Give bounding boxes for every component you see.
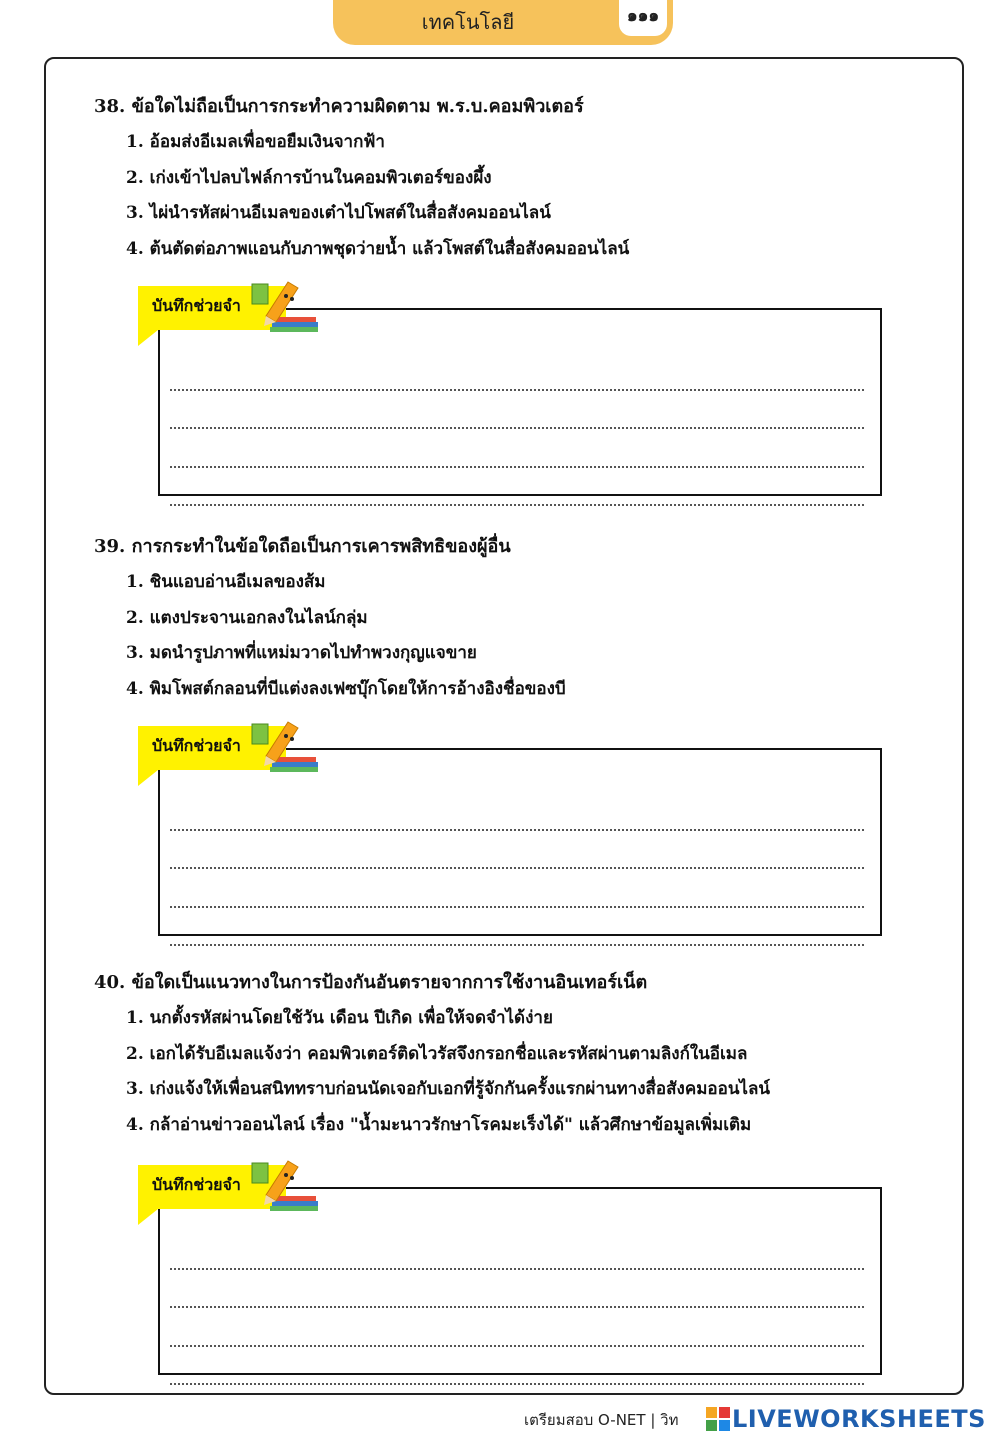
memo-line <box>170 1231 864 1270</box>
footer <box>524 1403 994 1433</box>
choice-2[interactable]: 2. เอกได้รับอีเมลแจ้งว่า คอมพิวเตอร์ติดไวรัสจึงกรอกชื่อและรหัสผ่านตามลิงก์ในอีเมล <box>126 1043 748 1064</box>
memo-tab-fold <box>138 330 158 346</box>
pencil-books-icon <box>244 276 320 334</box>
memo-line <box>170 352 864 391</box>
memo-writing-area[interactable] <box>158 1187 882 1375</box>
header-title: เทคโนโลยี <box>421 10 515 34</box>
memo-label: บันทึกช่วยจำ <box>152 296 241 315</box>
choice-3[interactable]: 3. ไผ่นำรหัสผ่านอีเมลของเต๋าไปโพสต์ในสื่อสังคมออนไลน์ <box>126 203 551 223</box>
question-39 <box>94 529 964 707</box>
choice-2[interactable]: 2. เก่งเข้าไปลบไฟล์การบ้านในคอมพิวเตอร์ของผึ้ง <box>126 167 492 188</box>
footer-text: เตรียมสอบ O-NET | วิท <box>524 1411 679 1429</box>
choice-4[interactable]: 4. พิมโพสต์กลอนที่บีแต่งลงเฟซบุ๊กโดยให้การอ้างอิงชื่อของบี <box>126 678 566 699</box>
memo-box-38 <box>138 276 886 501</box>
question-title: 40. ข้อใดเป็นแนวทางในการป้องกันอันตรายจากการใช้งานอินเทอร์เน็ต <box>94 972 648 993</box>
page-number: ๑๑๑ <box>619 0 667 36</box>
choice-1[interactable]: 1. ชินแอบอ่านอีเมลของส้ม <box>126 572 326 592</box>
memo-line <box>170 1308 864 1347</box>
memo-line <box>170 1347 864 1386</box>
choice-3[interactable]: 3. เก่งแจ้งให้เพื่อนสนิททราบก่อนนัดเจอกับเอกที่รู้จักกันครั้งแรกผ่านทางสื่อสังคมออนไลน์ <box>126 1079 771 1099</box>
memo-line <box>170 429 864 468</box>
pencil-books-icon <box>244 716 320 774</box>
memo-tab-fold <box>138 1209 158 1225</box>
memo-line <box>170 391 864 430</box>
memo-line <box>170 869 864 908</box>
question-40 <box>94 965 964 1143</box>
choice-3[interactable]: 3. มดนำรูปภาพที่แหม่มวาดไปทำพวงกุญแจขาย <box>126 643 477 663</box>
memo-label: บันทึกช่วยจำ <box>152 1175 241 1194</box>
memo-line <box>170 468 864 507</box>
choice-4[interactable]: 4. กล้าอ่านข่าวออนไลน์ เรื่อง "น้ำมะนาวรักษาโรคมะเร็งได้" แล้วศึกษาข้อมูลเพิ่มเติม <box>126 1114 752 1135</box>
memo-line <box>170 1270 864 1309</box>
question-title: 38. ข้อใดไม่ถือเป็นการกระทำความผิดตาม พ.ร.บ.คอมพิวเตอร์ <box>94 96 584 117</box>
choice-1[interactable]: 1. อ้อมส่งอีเมลเพื่อขอยืมเงินจากฟ้า <box>126 132 385 152</box>
memo-line <box>170 792 864 831</box>
memo-line <box>170 831 864 870</box>
liveworksheets-brand[interactable]: LIVEWORKSHEETS <box>732 1405 986 1433</box>
pencil-books-icon <box>244 1155 320 1213</box>
memo-label: บันทึกช่วยจำ <box>152 736 241 755</box>
choice-1[interactable]: 1. นกตั้งรหัสผ่านโดยใช้วัน เดือน ปีเกิด เพื่อให้จดจำได้ง่าย <box>126 1008 553 1028</box>
memo-box-40 <box>138 1155 886 1380</box>
memo-writing-area[interactable] <box>158 748 882 936</box>
memo-line <box>170 908 864 947</box>
liveworksheets-logo-icon <box>706 1407 730 1431</box>
memo-tab-fold <box>138 770 158 786</box>
choice-2[interactable]: 2. แตงประจานเอกลงในไลน์กลุ่ม <box>126 607 368 628</box>
memo-writing-area[interactable] <box>158 308 882 496</box>
question-title: 39. การกระทำในข้อใดถือเป็นการเคารพสิทธิของผู้อื่น <box>94 536 511 557</box>
memo-box-39 <box>138 716 886 941</box>
header-tab <box>333 0 673 45</box>
question-38 <box>94 89 964 267</box>
choice-4[interactable]: 4. ต้นตัดต่อภาพแอนกับภาพชุดว่ายน้ำ แล้วโพสต์ในสื่อสังคมออนไลน์ <box>126 238 630 259</box>
